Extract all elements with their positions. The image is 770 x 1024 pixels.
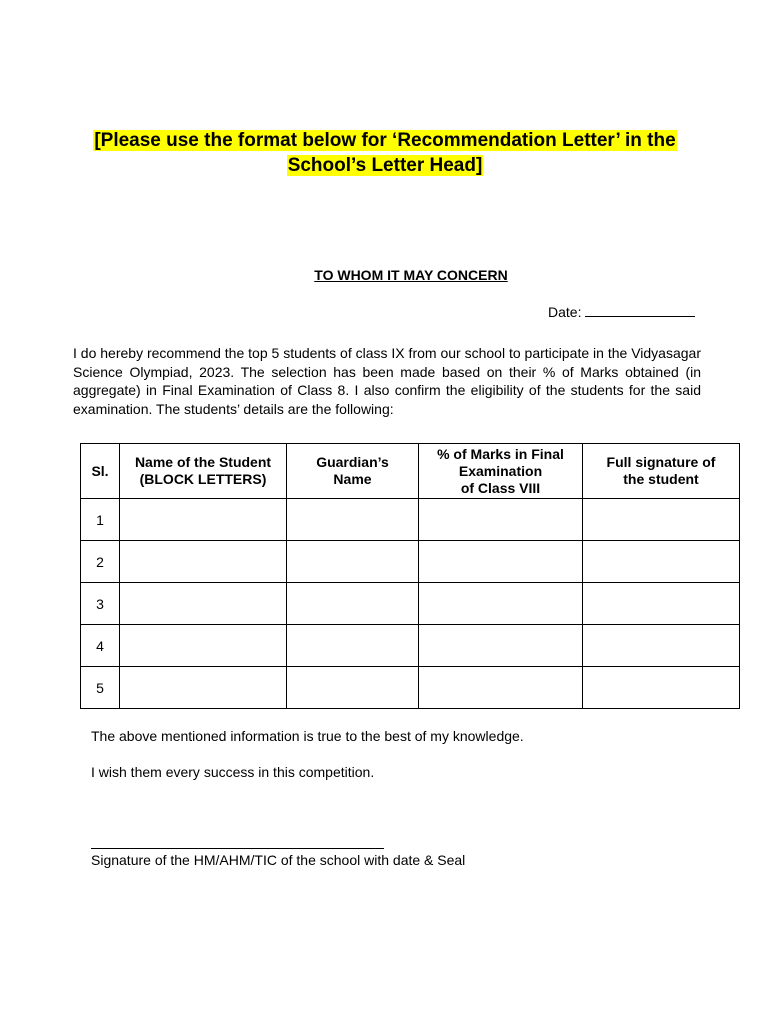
row-serial: 4 <box>81 625 120 667</box>
header-student-name: Name of the Student (BLOCK LETTERS) <box>120 444 287 499</box>
heading-line-1: [Please use the format below for ‘Recommendation Letter’ in the <box>94 130 676 151</box>
guardian-name-cell[interactable] <box>287 583 419 625</box>
table-header-row <box>81 444 740 499</box>
heading-line-2: School’s Letter Head] <box>287 155 483 176</box>
signature-cell[interactable] <box>583 541 740 583</box>
table-row <box>81 583 740 625</box>
date-blank-line <box>585 302 695 317</box>
student-name-cell[interactable] <box>120 541 287 583</box>
students-table <box>80 443 740 709</box>
row-serial: 1 <box>81 499 120 541</box>
format-instruction-heading <box>0 128 770 178</box>
signature-cell[interactable] <box>583 625 740 667</box>
guardian-name-cell[interactable] <box>287 499 419 541</box>
header-serial: Sl. <box>81 444 120 499</box>
guardian-name-cell[interactable] <box>287 667 419 709</box>
guardian-name-cell[interactable] <box>287 625 419 667</box>
row-serial: 3 <box>81 583 120 625</box>
marks-cell[interactable] <box>419 667 583 709</box>
student-name-cell[interactable] <box>120 667 287 709</box>
letter-title: TO WHOM IT MAY CONCERN <box>314 267 508 283</box>
table-row <box>81 541 740 583</box>
marks-cell[interactable] <box>419 541 583 583</box>
accuracy-statement: The above mentioned information is true to the best of my knowledge. <box>91 728 524 744</box>
date-label: Date: <box>548 304 582 320</box>
student-name-cell[interactable] <box>120 625 287 667</box>
signature-line <box>91 848 384 849</box>
signature-cell[interactable] <box>583 583 740 625</box>
row-serial: 5 <box>81 667 120 709</box>
recommendation-paragraph: I do hereby recommend the top 5 students of class IX from our school to participate in the Vidyasagar Science Olympiad, 2023. The selection has been made based on their % of Marks obtained (in aggregate) in Final Examination of Class 8. I also confirm the eligibility of the students for the said examination. The students’ details are the following: <box>73 345 701 417</box>
row-serial: 2 <box>81 541 120 583</box>
student-name-cell[interactable] <box>120 499 287 541</box>
guardian-name-cell[interactable] <box>287 541 419 583</box>
signature-cell[interactable] <box>583 667 740 709</box>
header-guardian-name: Guardian’s Name <box>287 444 419 499</box>
table-row <box>81 625 740 667</box>
wishes-statement: I wish them every success in this competition. <box>91 764 375 780</box>
marks-cell[interactable] <box>419 583 583 625</box>
table-row <box>81 667 740 709</box>
marks-cell[interactable] <box>419 625 583 667</box>
student-name-cell[interactable] <box>120 583 287 625</box>
date-field <box>548 302 695 320</box>
signature-label: Signature of the HM/AHM/TIC of the school with date & Seal <box>91 852 466 868</box>
header-marks-percent: % of Marks in Final Examination of Class VIII <box>419 444 583 499</box>
marks-cell[interactable] <box>419 499 583 541</box>
table-row <box>81 499 740 541</box>
header-student-signature: Full signature of the student <box>583 444 740 499</box>
signature-cell[interactable] <box>583 499 740 541</box>
